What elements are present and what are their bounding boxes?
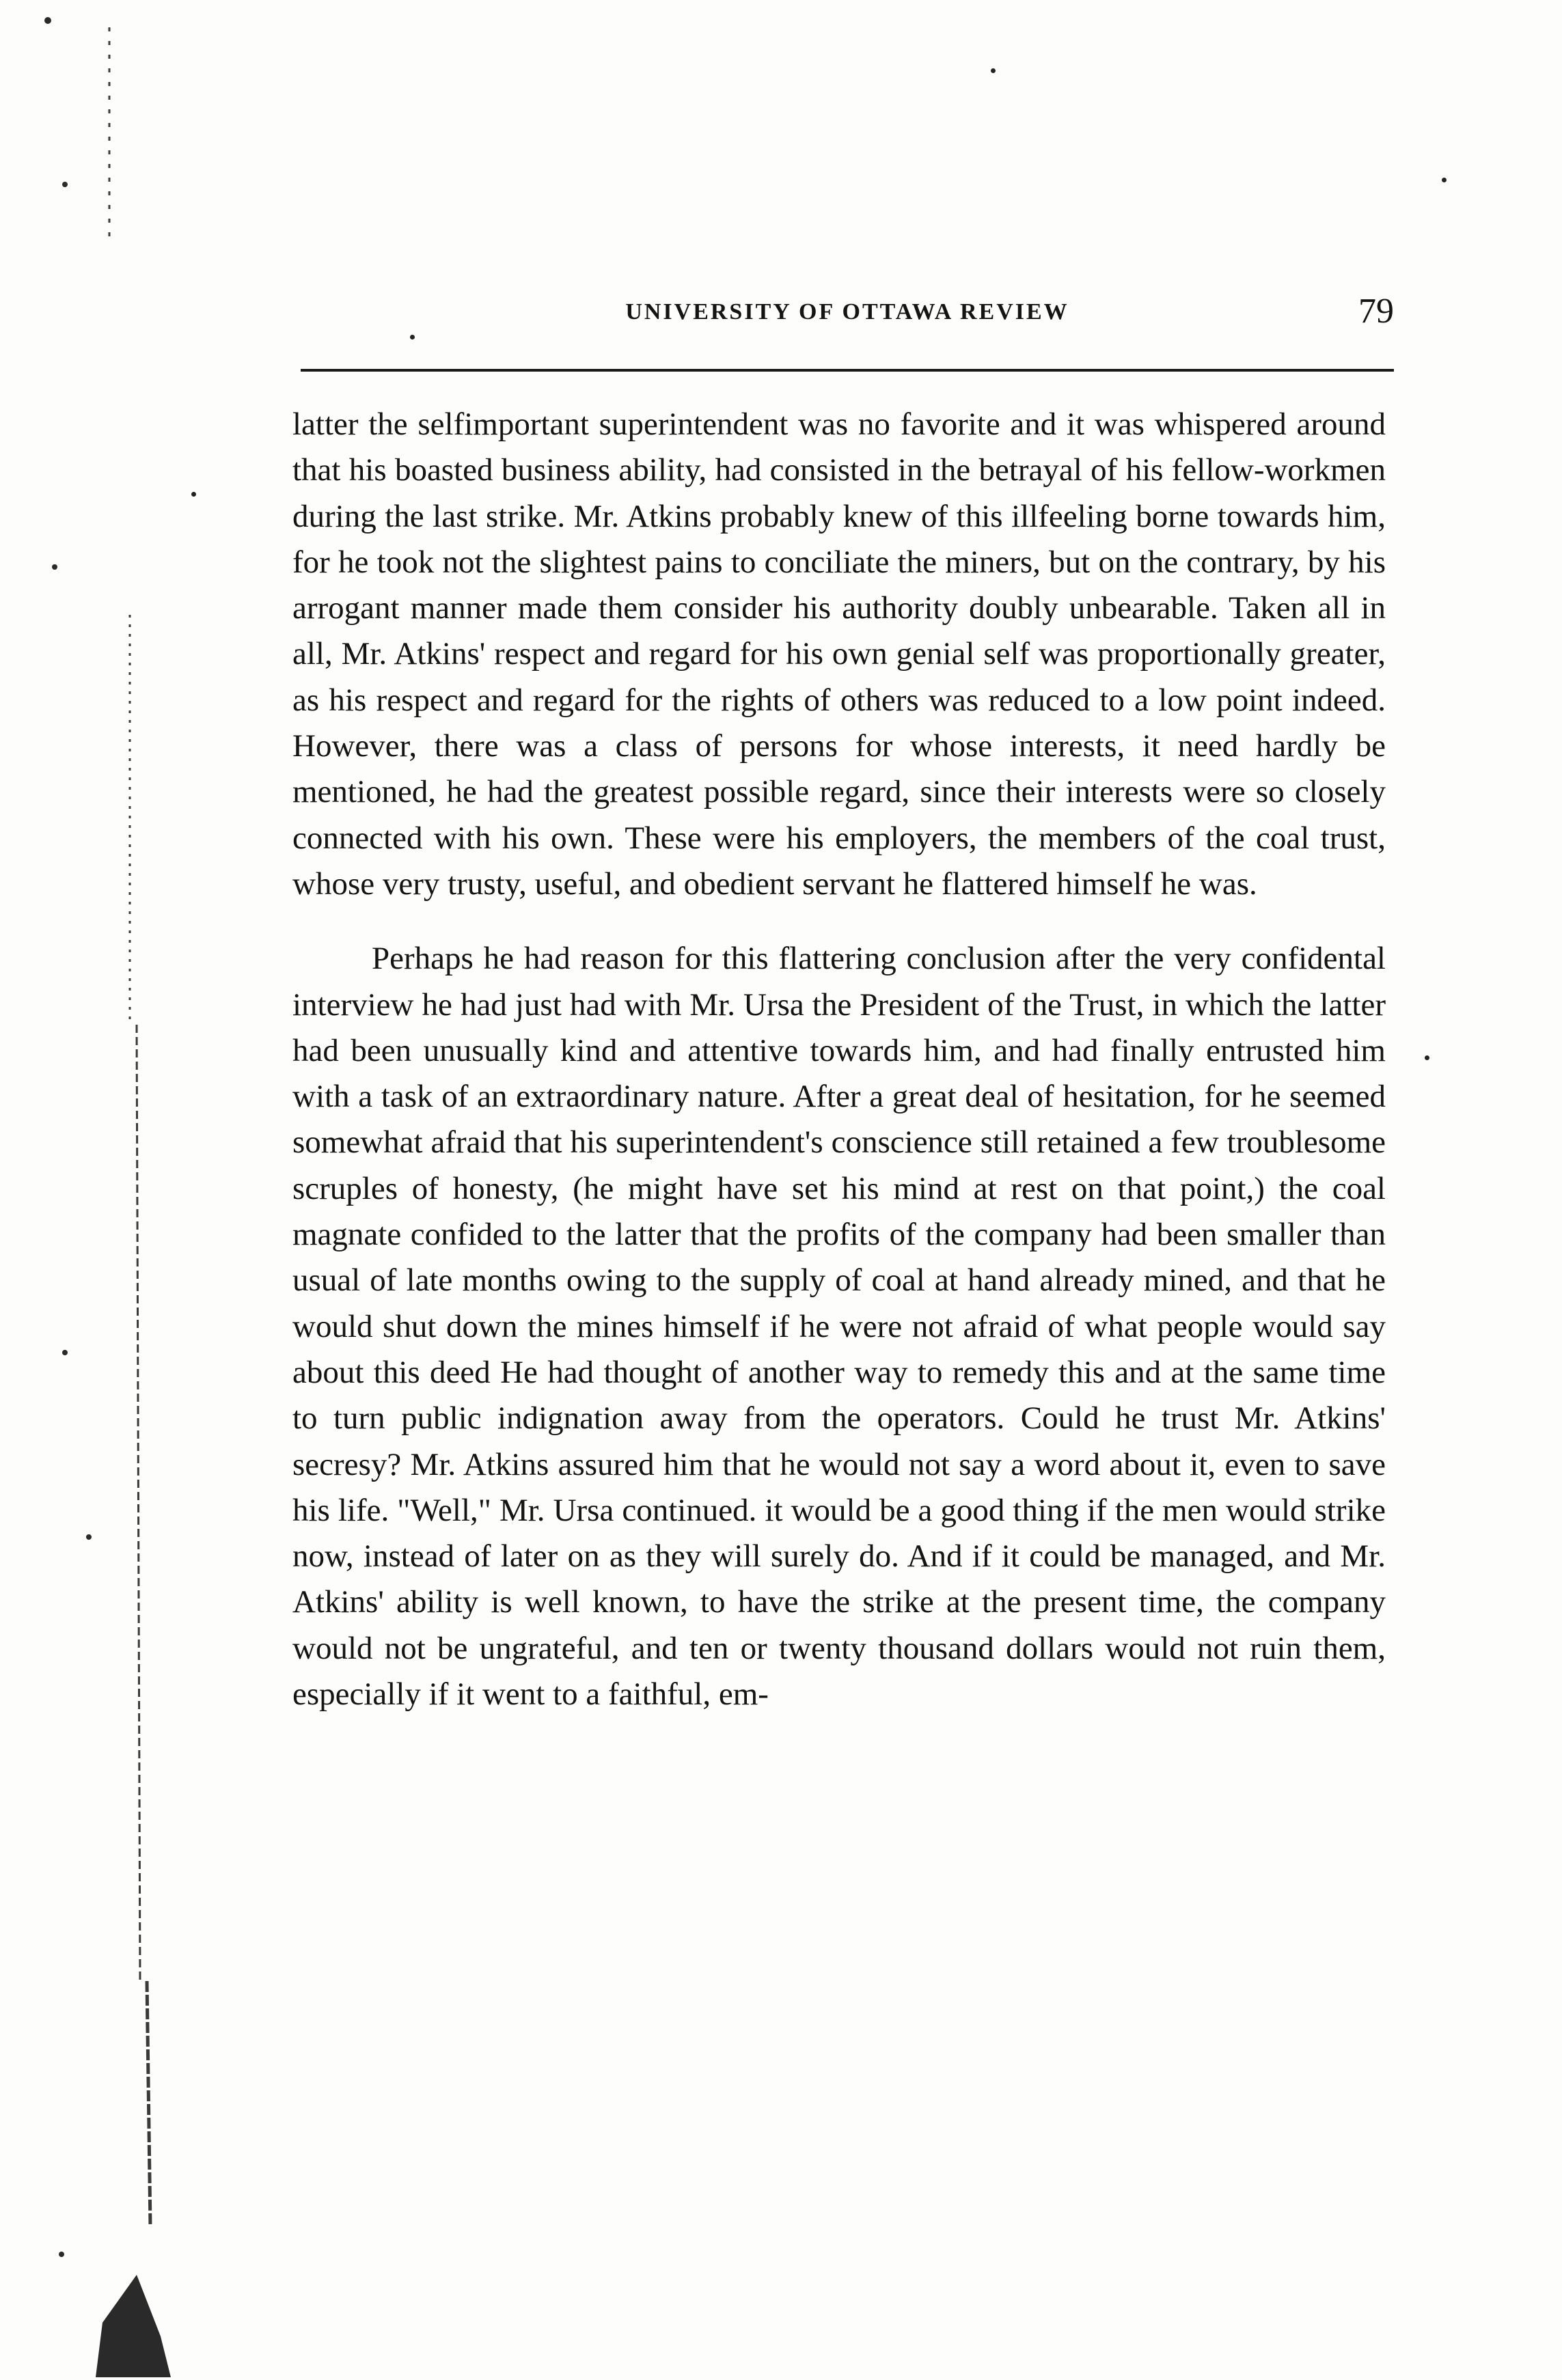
binding-scan-artifacts: [0, 0, 178, 2380]
paragraph: Perhaps he had reason for this flattering conclusion after the very confidental interview he had just had with Mr. Ursa the President of the Trust, in which the latter had been unusually kind and attentive towards him, and had finally entrusted him with a task of an extraordinary nature. After a great deal of hesitation, for he seemed somewhat afraid that his superintendent's conscience still retained a few troublesome scruples of honesty, (he might have set his mind at rest on that point,) the coal magnate confided to the latter that the profits of the company had been smaller than usual of late months owing to the supply of coal at hand already mined, and that he would shut down the mines himself if he were not afraid of what people would say about this deed He had thought of another way to remedy this and at the same time to turn public indignation away from the operators. Could he trust Mr. Atkins' secresy? Mr. Atkins assured him that he would not say a word about it, even to save his life. "Well," Mr. Ursa continued. it would be a good thing if the men would strike now, instead of later on as they will surely do. And if it could be managed, and Mr. Atkins' ability is well known, to have the strike at the present time, the company would not be ungrateful, and ten or twenty thousand dollars would not ruin them, especially if it went to a faithful, em-: [292, 941, 1386, 1713]
body-text: [292, 402, 1386, 1717]
page-header: [301, 292, 1394, 357]
paragraph: latter the selfimportant superintendent was no favorite and it was whispered around that his boasted business ability, had consisted in the betrayal of his fellow-workmen during the last strike. Mr. Atkins probably knew of this illfeeling borne towards him, for he took not the slightest pains to conciliate the miners, but on the contrary, by his arrogant manner made them consider his authority doubly unbearable. Taken all in all, Mr. Atkins' respect and regard for his own genial self was proportionally greater, as his respect and regard for the rights of others was reduced to a low point indeed. However, there was a class of persons for whose interests, it need hardly be mentioned, he had the greatest possible regard, since their interests were so closely connected with his own. These were his employers, the members of the coal trust, whose very trusty, useful, and obedient servant he flattered himself he was.: [292, 406, 1386, 902]
scan-speck: [1442, 178, 1447, 182]
scan-speck: [991, 68, 996, 73]
scan-speck: [191, 492, 196, 497]
page-number: 79: [1358, 292, 1394, 331]
scan-speck: [1425, 1055, 1429, 1060]
header-rule: [301, 369, 1394, 372]
running-head: UNIVERSITY OF OTTAWA REVIEW: [625, 299, 1069, 324]
